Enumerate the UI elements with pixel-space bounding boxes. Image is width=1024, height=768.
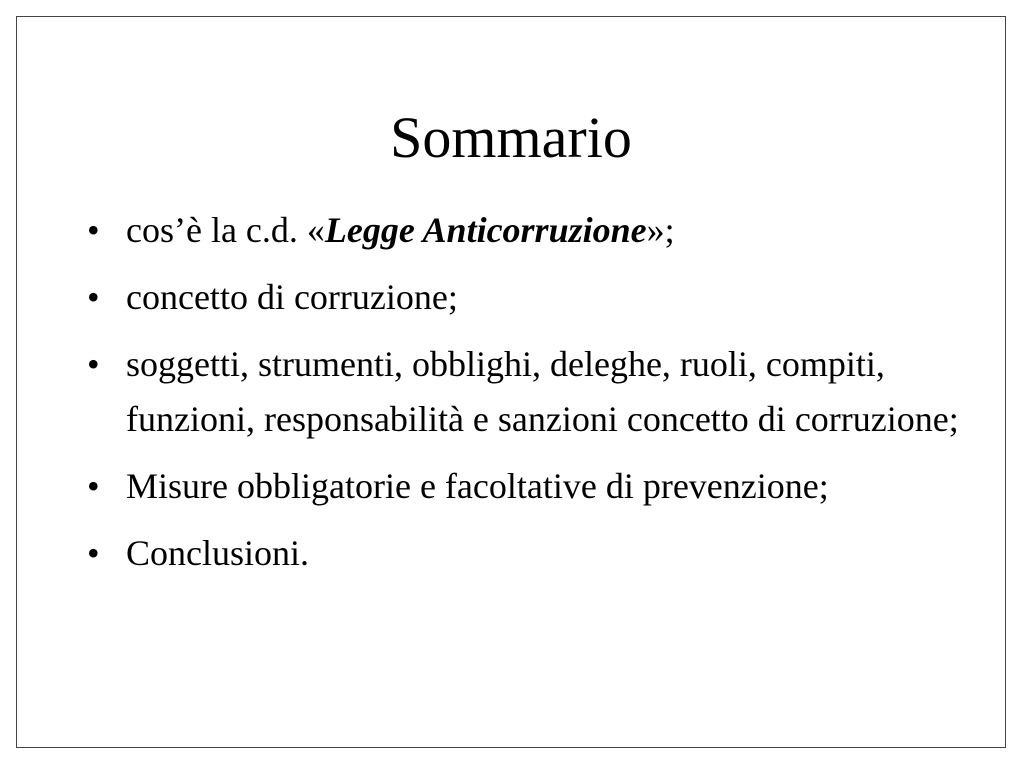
bullet-icon: • bbox=[87, 210, 100, 250]
bullet-text: soggetti, strumenti, obblighi, deleghe, ruoli, compiti, funzioni, responsabilità e sanzioni concetto di corruzione; bbox=[126, 344, 959, 439]
bullet-item-misure bbox=[87, 459, 987, 514]
bullet-item-conclusioni bbox=[87, 526, 987, 581]
bullet-item-soggetti bbox=[87, 337, 987, 447]
bullet-item-concetto bbox=[87, 270, 987, 325]
bullet-text: Conclusioni. bbox=[126, 533, 310, 573]
bullet-text-emphasis: Legge Anticorruzione bbox=[324, 210, 647, 250]
bullet-icon: • bbox=[87, 466, 100, 506]
slide bbox=[16, 16, 1006, 748]
bullet-icon: • bbox=[87, 344, 100, 384]
bullet-item-legge-anticorruzione bbox=[87, 203, 987, 258]
bullet-icon: • bbox=[87, 533, 100, 573]
bullet-text-prefix: cos’è la c.d. « bbox=[126, 210, 325, 250]
slide-title: Sommario bbox=[390, 105, 632, 170]
bullet-icon: • bbox=[87, 277, 100, 317]
bullet-list bbox=[87, 203, 987, 593]
bullet-text: concetto di corruzione; bbox=[126, 277, 458, 317]
bullet-text-suffix: »; bbox=[646, 210, 675, 250]
bullet-text: Misure obbligatorie e facoltative di prevenzione; bbox=[126, 466, 829, 506]
